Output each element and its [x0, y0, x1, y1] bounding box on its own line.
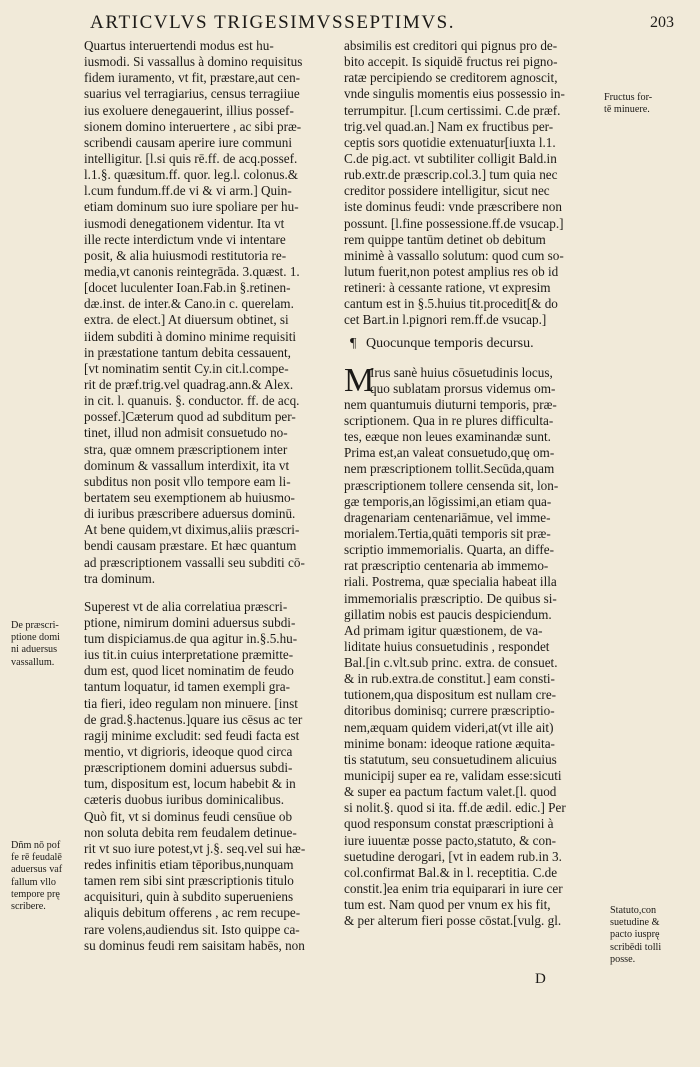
- margin-note-line: ptione domi: [11, 632, 60, 644]
- text-line: Ad primam igitur quæstionem, de va-: [344, 622, 543, 638]
- text-line-content: Irus sanè huius cōsuetudinis locus,: [370, 364, 553, 380]
- text-line: col.confirmat Bal.& in l. receptitia. C.de: [344, 864, 558, 880]
- text-line-content: quo sublatam prorsus videmus om-: [370, 380, 556, 396]
- text-line: intelligitur. [l.si quis rē.ff. de acq.possef.: [84, 150, 298, 166]
- text-line: cet Bart.in l.pignori rem.ff.de vsucap.]: [344, 312, 547, 328]
- text-line: su dominus feudi rem saisitam habēs, non: [84, 937, 305, 953]
- text-line: immemorialis præscriptio. De quibus si-: [344, 590, 557, 606]
- running-header-title: ARTICVLVS TRIGESIMVSSEPTIMVS.: [90, 12, 456, 33]
- text-line: tis statutum, seu consuetudinem alicuius: [344, 751, 557, 767]
- text-line: & in rub.extra.de constitut.] eam consti-: [344, 671, 555, 687]
- text-line: quod responsum constat præscriptioni à: [344, 816, 554, 832]
- margin-note-line: fe rē feudalē: [11, 852, 62, 864]
- text-line: ratæ percipiendo se creditorem agnoscit,: [344, 70, 558, 86]
- margin-note-line: tē minuere.: [604, 104, 650, 116]
- text-line: dominum & vassallum interdixit, ita vt: [84, 457, 290, 473]
- text-line: rub.extr.de præscrip.col.3.] tum quia nec: [344, 167, 558, 183]
- text-line: dæ.inst. de inter.& Cano.in c. querelam.: [84, 296, 294, 312]
- text-line: extra. de elect.] At diuersum obtinet, si: [84, 312, 289, 328]
- margin-note-fructus: [604, 92, 684, 116]
- text-line: posit, & alia huiusmodi restitutoria re-: [84, 247, 287, 263]
- text-line: ptione, nimirum domini aduersus subdi-: [84, 614, 296, 630]
- text-line: liditate huius consuetudinis , respondet: [344, 638, 550, 654]
- signature-mark: D: [535, 971, 546, 987]
- text-line: [vt nominatim sentit Cy.in cit.l.compe-: [84, 360, 289, 376]
- text-line: si nolit.§. quod si ita. ff.de ædil. edic.] Per: [344, 800, 566, 816]
- text-line: tum est. Nam quod per vnum ex his fit,: [344, 897, 551, 913]
- margin-note-line: vassallum.: [11, 656, 55, 668]
- text-line: gæ temporis,an lōgissimi,an etiam qua-: [344, 493, 552, 509]
- text-line: suetudine derogari, [vt in eadem rub.in 3.: [344, 848, 562, 864]
- text-line: sionem domino interuertere , ac sibi præ-: [84, 118, 302, 134]
- text-line: scriptio immemorialis. Quarta, an diffe-: [344, 542, 554, 558]
- text-line: bendi causam præstare. Et hæc quantum: [84, 538, 297, 554]
- text-line: riali. Postrema, quæ specialia habeat illa: [344, 574, 557, 590]
- text-line: ille recte interdictum vnde vi intentare: [84, 231, 286, 247]
- text-line: iste dominus feudi: vnde præscribere non: [344, 199, 562, 215]
- text-line: nem præscriptionem tollit.Secūda,quam: [344, 461, 555, 477]
- text-line: bito accepit. Is siquidē fructus rei pigno-: [344, 54, 558, 70]
- text-line: rit vt suo iure potest,vt j.§. seq.vel sui hæ-: [84, 840, 306, 856]
- left-column-text: [84, 38, 336, 954]
- text-line: scribendi causam aperire iure communi: [84, 134, 292, 150]
- text-line: tantum loquatur, id tamen exempli gra-: [84, 679, 291, 695]
- text-line: At bene quidem,vt diximus,aliis præscri-: [84, 522, 300, 538]
- margin-note-line: aduersus vaf: [11, 864, 63, 876]
- text-line: gillatim nobis est paucis despiciendum.: [344, 606, 552, 622]
- paragraph-gap: [84, 587, 336, 599]
- paragraph-mark: ¶: [350, 335, 357, 351]
- text-line: in præstatione tantum debita cessauent,: [84, 344, 291, 360]
- margin-note-line: Statuto,con: [610, 905, 657, 916]
- margin-note-line: pacto iusprę: [610, 929, 660, 941]
- margin-note-dominus: [11, 840, 91, 913]
- text-line: creditor possidere intelligitur, sicut nec: [344, 183, 550, 199]
- text-line: retineri: à cessante ratione, vt expresim: [344, 280, 551, 296]
- margin-note-line: suetudine &: [610, 917, 660, 929]
- text-line: Prima est,an valeat consuetudo,quę om-: [344, 445, 555, 461]
- text-line: Superest vt de alia correlatiua præscri-: [84, 598, 288, 614]
- text-line: nem,æquam quidem videri,at(vt ille ait): [344, 719, 554, 735]
- text-line: l.1.§. quæsitum.ff. quor. leg.l. colonus.&: [84, 167, 299, 183]
- text-line: tra dominum.: [84, 570, 156, 586]
- text-line: subditus non posit vllo tempore eam li-: [84, 473, 291, 489]
- text-line: [344, 381, 602, 397]
- text-line: vnde singulis momentis eius possessio in-: [344, 86, 565, 102]
- text-line: tia fieri, ideo regulam non minuere. [inst: [84, 695, 298, 711]
- margin-note-de-praescriptione: [11, 620, 91, 669]
- text-line: trig.vel quad.an.] Nam ex fructibus per-: [344, 118, 554, 134]
- section-heading: [350, 333, 602, 355]
- margin-note-line: scribere.: [11, 901, 46, 913]
- text-line: fidem iuramento, vt fit, præstare,aut cen-: [84, 70, 301, 86]
- text-line: ius exoluere denegauerint, illius possef-: [84, 102, 294, 118]
- text-line: stra, quæ omnem præscriptionem inter: [84, 441, 288, 457]
- text-line: tutionem,qua dispositum est nullam cre-: [344, 687, 557, 703]
- text-line: [docet luculenter Ioan.Fab.in §.retinen-: [84, 280, 291, 296]
- margin-note-line: De præscri-: [11, 620, 59, 631]
- text-line: ragij minime excludit: sed feudi facta est: [84, 727, 300, 743]
- margin-note-statuto: [610, 905, 690, 966]
- text-line: dum est, quod licet nominatim de feudo: [84, 663, 294, 679]
- text-line: morialem.Tertia,quāti temporis sit præ-: [344, 525, 551, 541]
- text-line: C.de pig.act. vt subtiliter colligit Bald.in: [344, 150, 557, 166]
- text-line: tum, dispositum est, locum habebit & in: [84, 776, 296, 792]
- text-line: absimilis est creditori qui pignus pro de-: [344, 38, 558, 53]
- text-line: tes, eæque non leues examinandæ sunt.: [344, 429, 551, 445]
- text-line: de grad.§.hactenus.]quare ius cēsus ac ter: [84, 711, 303, 727]
- text-line: dragenariam centenariāmue, vel imme-: [344, 509, 551, 525]
- text-line: mentio, vt digrioris, ideoque quod circa: [84, 744, 293, 760]
- text-line: acquisituri, quin à subdito superueniens: [84, 889, 294, 905]
- text-line: minimè à vassallo solutum: quod cum so-: [344, 247, 564, 263]
- right-column-body: [344, 361, 602, 930]
- text-line: ad præscriptionem vassalli seu subditi cō-: [84, 554, 305, 570]
- text-line: Quartus interuertendi modus est hu-: [84, 38, 274, 53]
- text-line: in cit. l. quanuis. §. conductor. ff. de acq.: [84, 393, 300, 409]
- page-number: 203: [650, 14, 674, 31]
- margin-note-line: fallum vllo: [11, 876, 56, 888]
- text-line: iusmodi denegationem videntur. Ita vt: [84, 215, 285, 231]
- text-line: rem quippe tantūm detinet ob debitum: [344, 231, 546, 247]
- text-line: scriptionem. Qua in re plures difficulta-: [344, 412, 554, 428]
- text-line: municipij super ea re, validam esse:sicuti: [344, 768, 562, 784]
- text-line: nem quantumuis diuturni temporis, præ-: [344, 396, 557, 412]
- text-line: iidem subditi à domino minime requisiti: [84, 328, 297, 344]
- right-column-top-paragraph: [344, 38, 602, 329]
- right-column-text: [344, 38, 602, 929]
- text-line: præscriptionem domini aduersus subdi-: [84, 760, 293, 776]
- text-line: l.cum fundum.ff.de vi & vi arm.] Quin-: [84, 183, 292, 199]
- text-line: cantum est in §.5.huius tit.procedit[& do: [344, 296, 558, 312]
- text-line: & per alterum fieri posse cōstat.[vulg. gl.: [344, 913, 562, 929]
- text-line: tum dispiciamus.de qua agitur in.§.5.hu-: [84, 631, 298, 647]
- text-line: media,vt canonis reintegrāda. 3.quæst. 1.: [84, 263, 300, 279]
- text-line: possunt. [l.fine possessione.ff.de vsucap.]: [344, 215, 564, 231]
- text-line: Bal.[in c.vlt.sub princ. extra. de consuet.: [344, 655, 558, 671]
- text-line: iusmodi. Si vassallus à domino requisitus: [84, 54, 303, 70]
- text-line: terrumpitur. [l.cum certissimi. C.de præf.: [344, 102, 561, 118]
- margin-note-line: posse.: [610, 953, 636, 965]
- margin-note-line: tempore prę: [11, 888, 60, 900]
- text-line: possef.]Cæterum quod ad subditum per-: [84, 409, 296, 425]
- margin-note-line: scribēdi tolli: [610, 941, 662, 953]
- text-line: ius tit.in cuius interpretatione præmitte-: [84, 647, 294, 663]
- drop-cap: M: [344, 361, 375, 399]
- text-line: tinet, illud non admisit consuetudo no-: [84, 425, 288, 441]
- text-line: constit.]ea enim tria equiparari in iure cer: [344, 881, 563, 897]
- text-line: præscriptionem tollere censenda sit, lon-: [344, 477, 559, 493]
- text-line: redes infinitis etiam tēporibus,nunquam: [84, 857, 294, 873]
- text-line: minime bonam: ideoque ratione æquita-: [344, 735, 555, 751]
- text-line: non soluta debita rem feudalem detinue-: [84, 824, 297, 840]
- text-line: aliquis debitum offerens , ac rem recupe-: [84, 905, 301, 921]
- margin-note-line: ni aduersus: [11, 644, 58, 656]
- text-line: rit de præf.trig.vel quadrag.ann.& Alex.: [84, 376, 294, 392]
- text-line: Quò fit, vt si dominus feudi censūue ob: [84, 808, 293, 824]
- margin-note-line: Dñm nō pof: [11, 840, 61, 851]
- text-line: suarius vel terragiarius, census terragiiue: [84, 86, 300, 102]
- text-line: etiam dominum suo iure spoliare per hu-: [84, 199, 299, 215]
- text-line: bertatem seu exemptionem ab huiusmo-: [84, 489, 295, 505]
- margin-note-line: Fructus for-: [604, 92, 653, 103]
- text-line: rat præscriptio centenaria ab immemo-: [344, 558, 549, 574]
- text-line: cæteris duobus iuribus dominicalibus.: [84, 792, 284, 808]
- text-line: ditoribus dominisq; currere præscriptio-: [344, 703, 555, 719]
- text-line: iure iuuentæ posse pacto,statuto, & con-: [344, 832, 557, 848]
- text-line: rare volens,audiendus sit. Isto quippe ca-: [84, 921, 300, 937]
- text-line: tamen rem sibi sint præscriptionis titulo: [84, 873, 294, 889]
- text-line: lutum fuerit,non potest amplius res ob id: [344, 263, 559, 279]
- section-heading-text: Quocunque temporis decursu.: [366, 335, 534, 351]
- text-line: ceptis sors quotidie extenuatur[iuxta l.1.: [344, 134, 556, 150]
- text-line: di iuribus præscribere aduersus dominū.: [84, 506, 296, 522]
- text-line: & super ea pactum factum valet.[l. quod: [344, 784, 557, 800]
